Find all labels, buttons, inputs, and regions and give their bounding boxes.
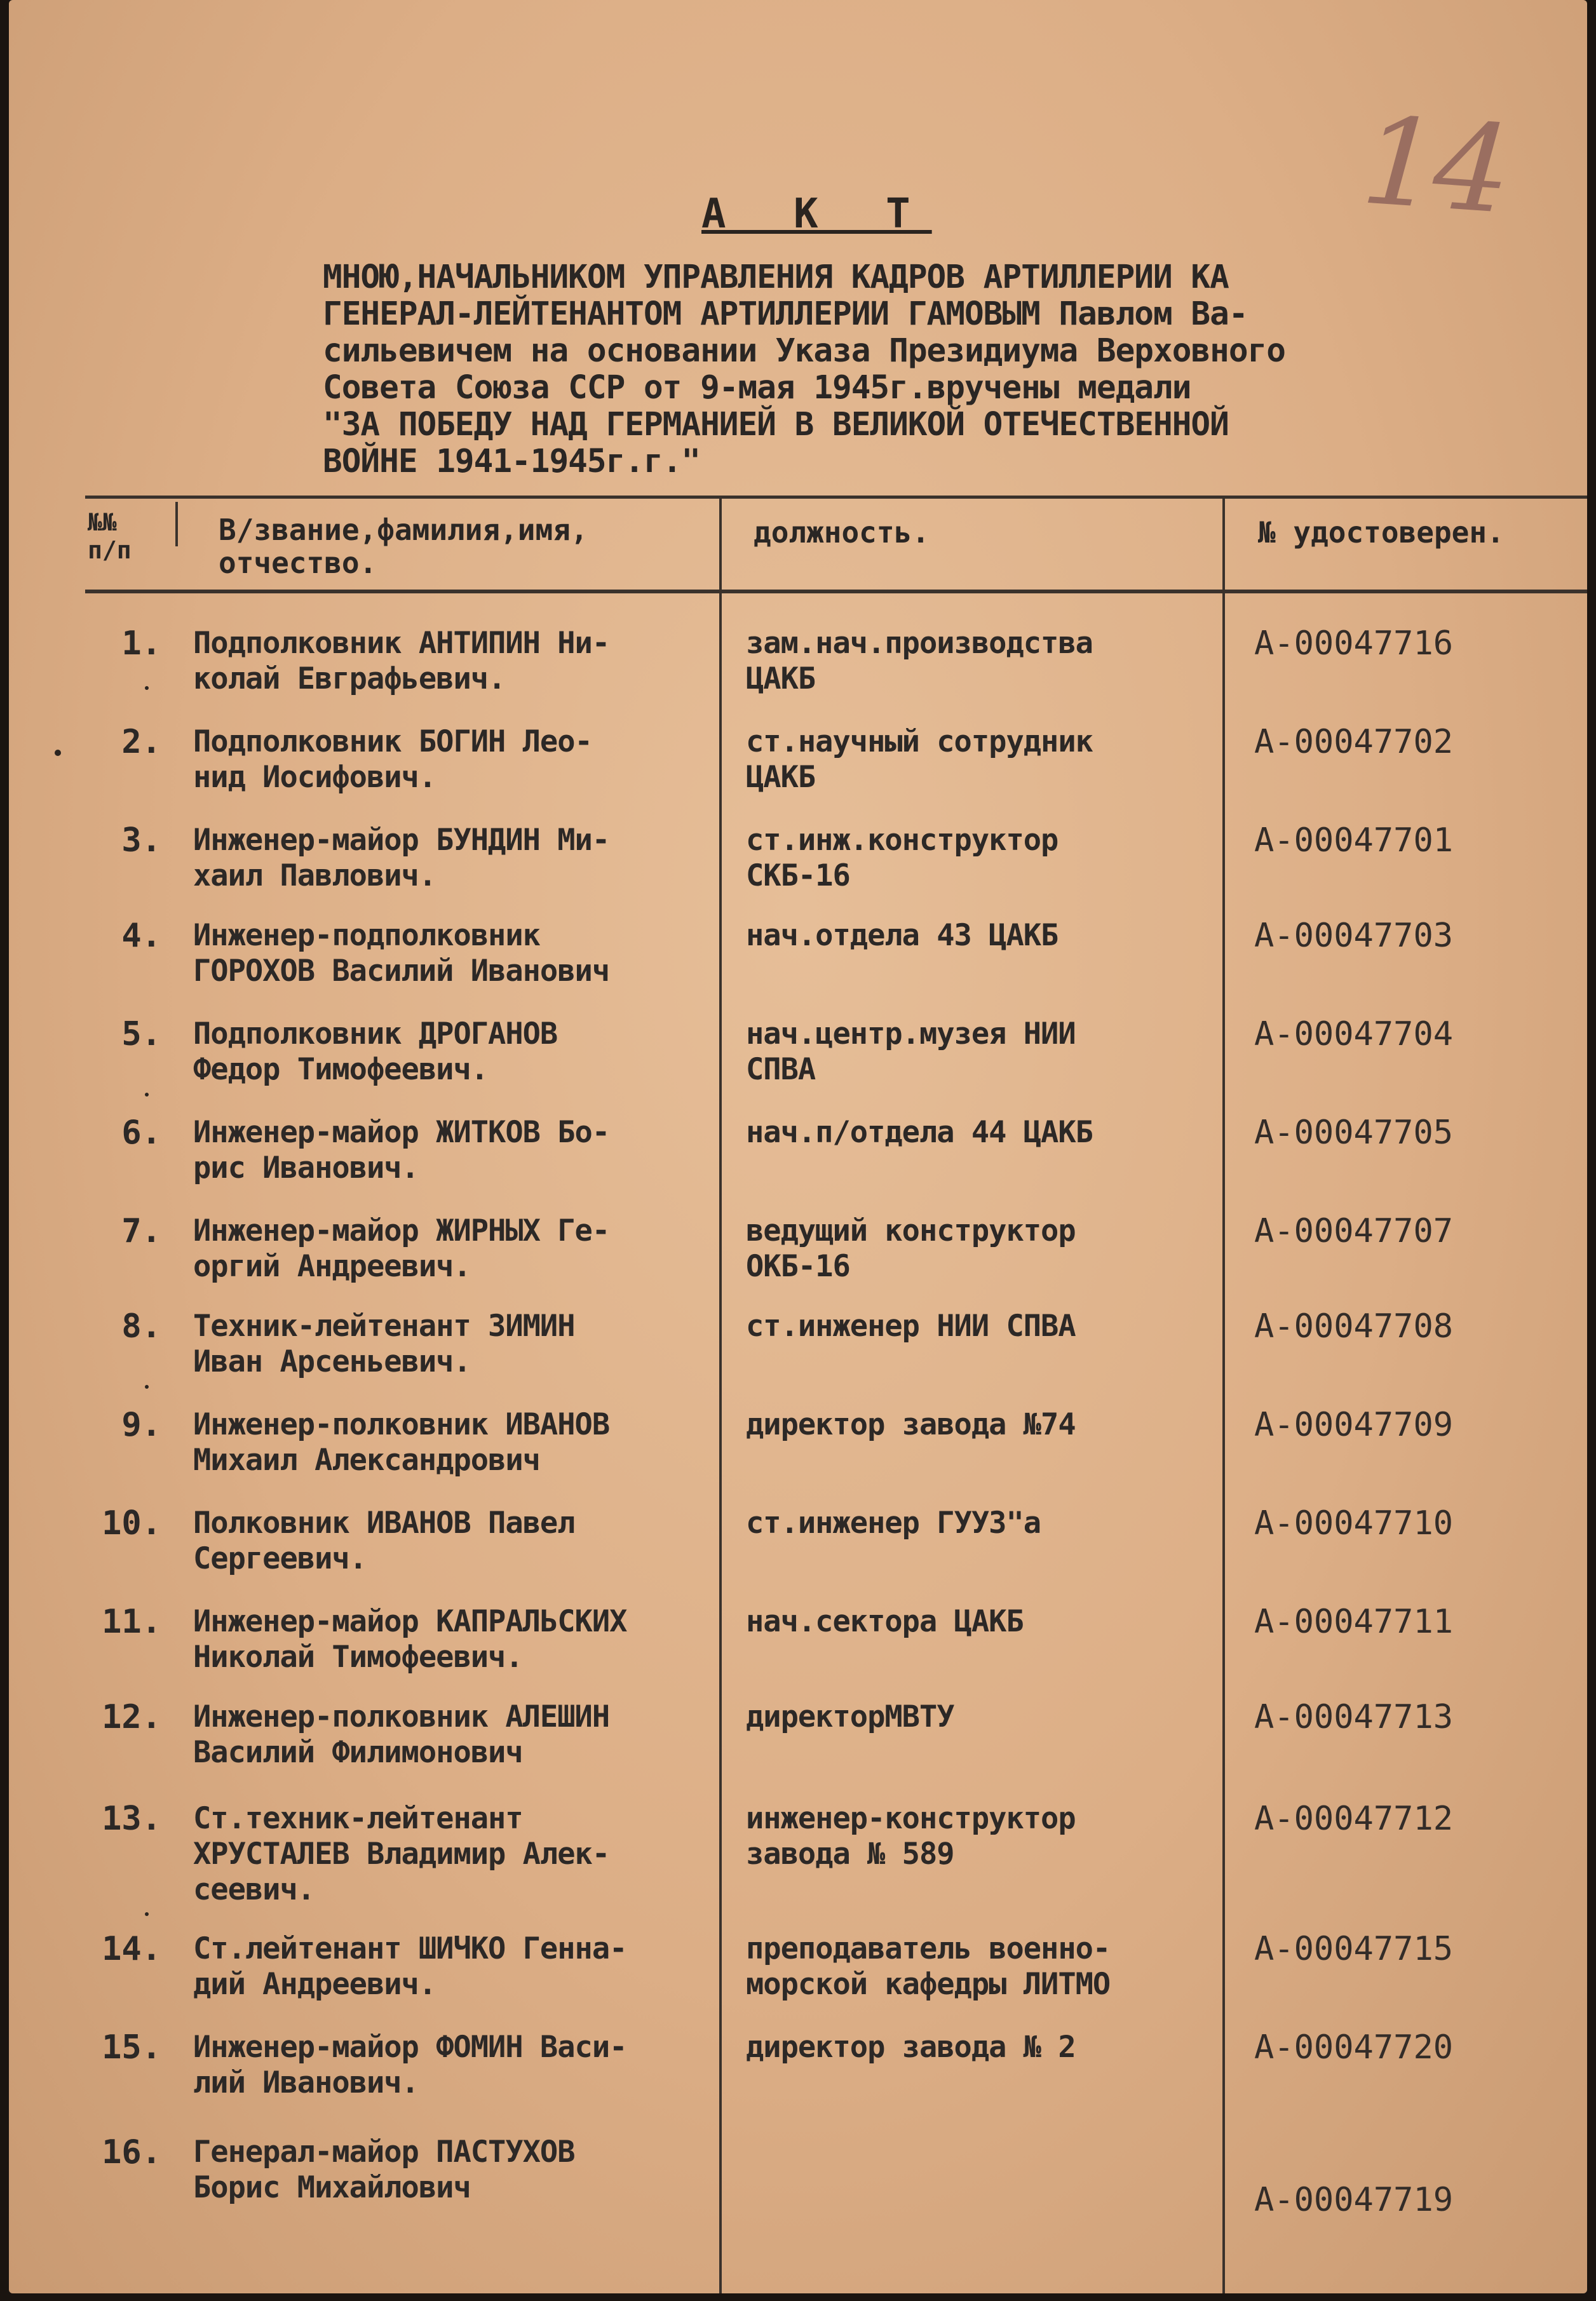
row-number: 7. — [121, 1212, 161, 1250]
table-row — [9, 1213, 1587, 1309]
certificate-number: А-00047720 — [1254, 2028, 1454, 2067]
certificate-number: А-00047712 — [1254, 1800, 1454, 1838]
rank-and-name: Инженер-полковник ИВАНОВ Михаил Александрович — [193, 1407, 610, 1478]
certificate-number: А-00047708 — [1254, 1307, 1454, 1346]
header-certificate: № удостоверен. — [1258, 515, 1505, 550]
rank-and-name: Ст.техник-лейтенант ХРУСТАЛЕВ Владимир Алек- сеевич. — [193, 1801, 610, 1907]
certificate-number: А-00047710 — [1254, 1504, 1454, 1542]
row-number: 14. — [102, 1930, 161, 1968]
position: преподаватель военно- морской кафедры ЛИТМО — [746, 1931, 1111, 2002]
certificate-number: А-00047713 — [1254, 1698, 1454, 1736]
certificate-number: А-00047702 — [1254, 723, 1454, 761]
paper-mark — [55, 750, 61, 756]
table-row — [9, 1604, 1587, 1699]
table-row — [9, 1309, 1587, 1404]
paper-mark — [145, 1093, 149, 1097]
rank-and-name: Генерал-майор ПАСТУХОВ Борис Михайлович — [193, 2135, 575, 2205]
rank-and-name: Инженер-майор КАПРАЛЬСКИХ Николай Тимофеевич. — [193, 1604, 627, 1675]
row-number: 10. — [102, 1504, 161, 1542]
table-header-rule — [85, 590, 1587, 593]
position: ведущий конструктор ОКБ-16 — [746, 1213, 1076, 1284]
position: нач.сектора ЦАКБ — [746, 1604, 1024, 1639]
row-number: 12. — [102, 1698, 161, 1736]
rank-and-name: Подполковник АНТИПИН Ни- колай Евграфьевич. — [193, 626, 610, 696]
row-number: 3. — [121, 821, 161, 860]
rank-and-name: Ст.лейтенант ШИЧКО Генна- дий Андреевич. — [193, 1931, 627, 2002]
table-row — [9, 1699, 1587, 1795]
position: нач.отдела 43 ЦАКБ — [746, 918, 1058, 953]
rank-and-name: Инженер-майор ФОМИН Васи- лий Иванович. — [193, 2030, 627, 2100]
certificate-number: А-00047715 — [1254, 1930, 1454, 1968]
certificate-number: А-00047704 — [1254, 1015, 1454, 1053]
document-title: А К Т — [701, 191, 932, 238]
position: директорМВТУ — [746, 1699, 954, 1734]
position: ст.научный сотрудник ЦАКБ — [746, 724, 1093, 795]
row-number: 2. — [121, 723, 161, 761]
header-position: должность. — [754, 515, 930, 550]
table-row — [9, 1016, 1587, 1112]
table-row — [9, 724, 1587, 820]
table-top-rule — [85, 496, 1587, 499]
certificate-number: А-00047716 — [1254, 624, 1454, 663]
preamble-line: сильевичем на основании Указа Президиума Верховного — [323, 332, 1285, 370]
position: нач.центр.музея НИИ СПВА — [746, 1016, 1076, 1087]
preamble-line: ГЕНЕРАЛ-ЛЕЙТЕНАНТОМ АРТИЛЛЕРИИ ГАМОВЫМ Павлом Ва- — [323, 295, 1248, 333]
row-number: 8. — [121, 1307, 161, 1346]
row-number: 6. — [121, 1114, 161, 1152]
preamble-line: "ЗА ПОБЕДУ НАД ГЕРМАНИЕЙ В ВЕЛИКОЙ ОТЕЧЕСТВЕННОЙ — [323, 406, 1229, 443]
archive-page-number: 14 — [1357, 90, 1511, 241]
position: нач.п/отдела 44 ЦАКБ — [746, 1115, 1093, 1150]
preamble — [323, 259, 1454, 480]
header-name: В/звание,фамилия,имя, отчество. — [219, 513, 588, 580]
position: директор завода № 2 — [746, 2030, 1076, 2065]
row-number: 11. — [102, 1603, 161, 1641]
table-row — [9, 1407, 1587, 1502]
certificate-number: А-00047705 — [1254, 1114, 1454, 1152]
position: ст.инженер ГУУЗ"а — [746, 1506, 1041, 1541]
certificate-number: А-00047707 — [1254, 1212, 1454, 1250]
table-row — [9, 1506, 1587, 1601]
rank-and-name: Инженер-полковник АЛЕШИН Василий Филимонович — [193, 1699, 610, 1770]
rank-and-name: Инженер-майор БУНДИН Ми- хаил Павлович. — [193, 823, 610, 893]
table-row — [9, 1800, 1587, 1907]
rank-and-name: Подполковник БОГИН Лео- нид Иосифович. — [193, 724, 592, 795]
row-number: 13. — [102, 1800, 161, 1838]
row-number: 1. — [121, 624, 161, 663]
position: инженер-конструктор завода № 589 — [746, 1801, 1076, 1872]
certificate-number: А-00047709 — [1254, 1406, 1454, 1444]
paper-mark — [145, 686, 149, 690]
row-number: 15. — [102, 2028, 161, 2067]
position: директор завода №74 — [746, 1407, 1076, 1442]
position: зам.нач.производства ЦАКБ — [746, 626, 1093, 696]
table-row — [9, 823, 1587, 918]
preamble-line: МНОЮ,НАЧАЛЬНИКОМ УПРАВЛЕНИЯ КАДРОВ АРТИЛЛЕРИИ КА — [323, 259, 1229, 296]
certificate-number: А-00047701 — [1254, 821, 1454, 860]
certificate-number: А-00047711 — [1254, 1603, 1454, 1641]
paper-mark — [145, 1912, 149, 1916]
position: ст.инж.конструктор СКБ-16 — [746, 823, 1058, 893]
document-sheet — [9, 0, 1587, 2293]
table-row — [9, 918, 1587, 1013]
rank-and-name: Техник-лейтенант ЗИМИН Иван Арсеньевич. — [193, 1309, 575, 1379]
preamble-line: ВОЙНЕ 1941-1945г.г." — [323, 443, 701, 480]
rank-and-name: Полковник ИВАНОВ Павел Сергеевич. — [193, 1506, 575, 1576]
row-number: 4. — [121, 917, 161, 955]
table-row — [9, 1931, 1587, 2027]
certificate-number: А-00047719 — [1254, 2181, 1454, 2219]
header-num: №№ п/п — [88, 508, 132, 564]
rank-and-name: Инженер-майор ЖИРНЫХ Ге- оргий Андреевич. — [193, 1213, 610, 1284]
rank-and-name: Инженер-майор ЖИТКОВ Бо- рис Иванович. — [193, 1115, 610, 1185]
row-number: 9. — [121, 1406, 161, 1444]
rank-and-name: Инженер-подполковник ГОРОХОВ Василий Иванович — [193, 918, 610, 989]
preamble-line: Совета Союза ССР от 9-мая 1945г.вручены медали — [323, 369, 1191, 407]
table-row — [9, 2135, 1587, 2230]
position: ст.инженер НИИ СПВА — [746, 1309, 1076, 1344]
table-row — [9, 626, 1587, 721]
table-row — [9, 1115, 1587, 1210]
row-number: 16. — [102, 2133, 161, 2171]
certificate-number: А-00047703 — [1254, 917, 1454, 955]
table-row — [9, 2030, 1587, 2125]
paper-mark — [145, 1385, 149, 1389]
rank-and-name: Подполковник ДРОГАНОВ Федор Тимофеевич. — [193, 1016, 558, 1087]
row-number: 5. — [121, 1015, 161, 1053]
column-divider — [175, 502, 178, 546]
